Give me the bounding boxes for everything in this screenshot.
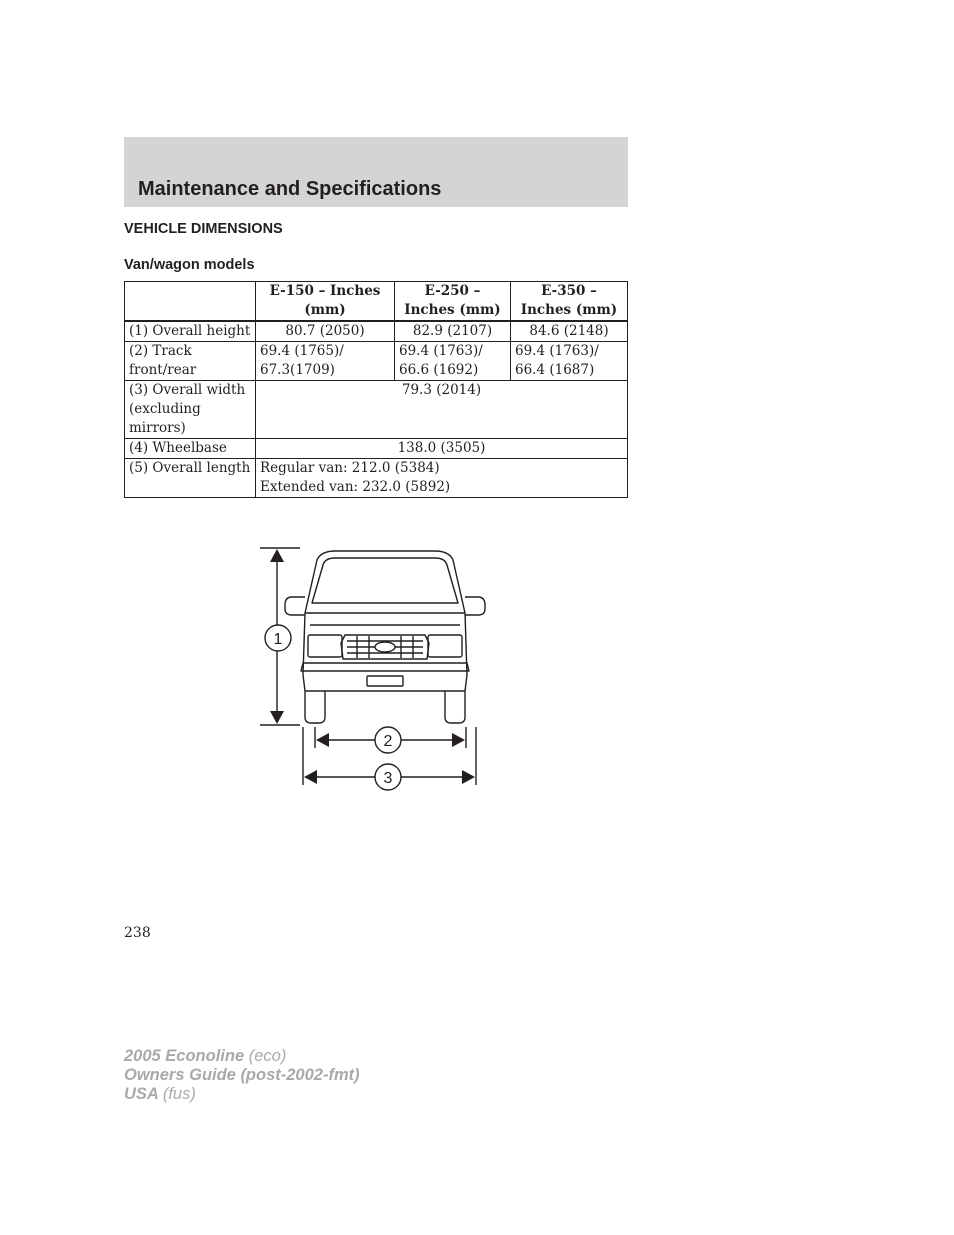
row-label: (3) Overall width (excluding mirrors) bbox=[125, 381, 256, 439]
extended-van-length: Extended van: 232.0 (5892) bbox=[260, 479, 451, 495]
page-number: 238 bbox=[124, 925, 151, 941]
callout-3: 3 bbox=[383, 770, 393, 787]
table-header-e150: E-150 – Inches (mm) bbox=[256, 282, 395, 322]
footer-line-1: 2005 Econoline (eco) bbox=[124, 1047, 287, 1065]
chapter-title: Maintenance and Specifications bbox=[138, 178, 442, 200]
cell-value: 69.4 (1763)/ 66.4 (1687) bbox=[511, 342, 628, 381]
van-front-illustration bbox=[285, 551, 485, 723]
table-header-e350: E-350 – Inches (mm) bbox=[511, 282, 628, 322]
cell-value: 69.4 (1765)/ 67.3(1709) bbox=[256, 342, 395, 381]
cell-value: 138.0 (3505) bbox=[256, 439, 628, 459]
callout-2: 2 bbox=[383, 733, 393, 750]
cell-value: 79.3 (2014) bbox=[256, 381, 628, 439]
footer-line-2: Owners Guide (post-2002-fmt) bbox=[124, 1066, 360, 1084]
cell-value: 82.9 (2107) bbox=[395, 321, 511, 342]
table-header-row bbox=[125, 282, 628, 322]
table-header-e250: E-250 – Inches (mm) bbox=[395, 282, 511, 322]
table-row bbox=[125, 321, 628, 342]
row-label: (5) Overall length bbox=[125, 459, 256, 498]
document-footer bbox=[124, 1047, 360, 1104]
cell-value: 84.6 (2148) bbox=[511, 321, 628, 342]
cell-value: 80.7 (2050) bbox=[256, 321, 395, 342]
table-row bbox=[125, 342, 628, 381]
van-dimensions-diagram bbox=[255, 545, 505, 795]
cell-value: 69.4 (1763)/ 66.6 (1692) bbox=[395, 342, 511, 381]
section-title: VEHICLE DIMENSIONS bbox=[124, 221, 283, 237]
row-label: (2) Track front/rear bbox=[125, 342, 256, 381]
table-row bbox=[125, 439, 628, 459]
dimensions-table bbox=[124, 281, 628, 498]
row-label: (1) Overall height bbox=[125, 321, 256, 342]
table-header-blank bbox=[125, 282, 256, 322]
table-row bbox=[125, 459, 628, 498]
subsection-title: Van/wagon models bbox=[124, 257, 255, 273]
callout-1: 1 bbox=[273, 631, 283, 648]
footer-line-3: USA (fus) bbox=[124, 1085, 196, 1103]
cell-value bbox=[256, 459, 628, 498]
section-header-band bbox=[124, 137, 628, 207]
table-row bbox=[125, 381, 628, 439]
regular-van-length: Regular van: 212.0 (5384) bbox=[260, 460, 440, 476]
row-label: (4) Wheelbase bbox=[125, 439, 256, 459]
